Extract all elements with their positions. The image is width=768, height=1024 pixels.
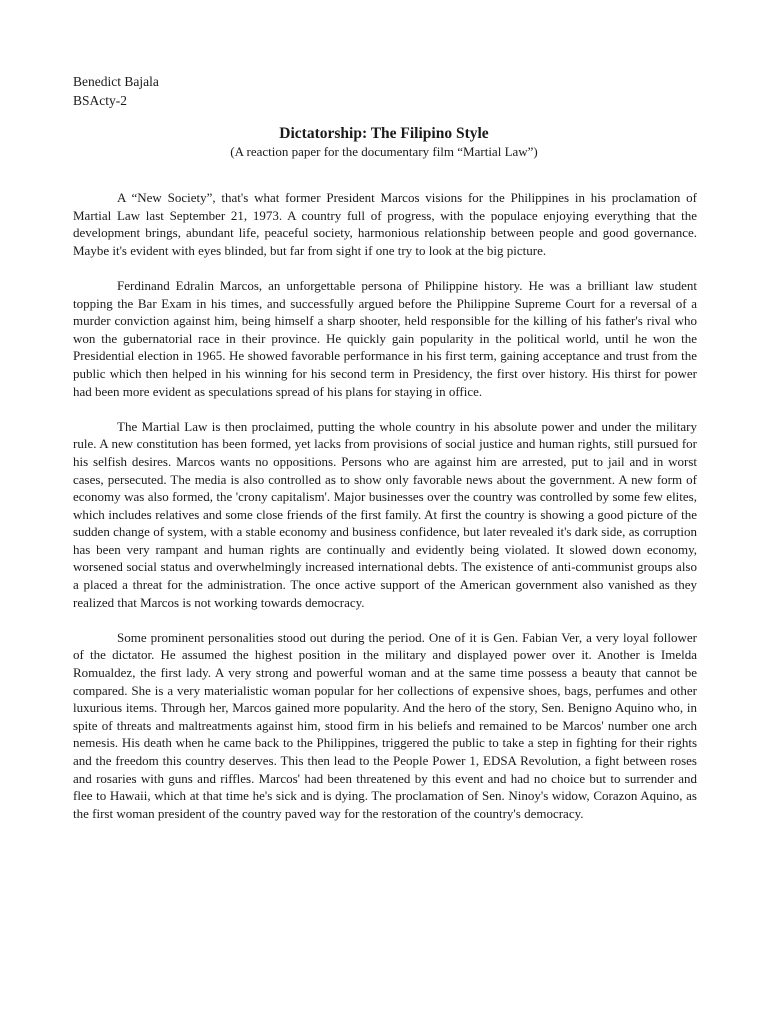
page-title: Dictatorship: The Filipino Style bbox=[279, 125, 489, 142]
paragraph-4: Some prominent personalities stood out during the period. One of it is Gen. Fabian Ver, a very loyal follower of the dictator. He assumed the highest position in the military and displayed power over it. Another is Imelda Romualdez, the first lady. A very strong and powerful woman and at the same time possess a beauty that cannot be compared. She is a very materialistic woman popular for her collections of expensive shoes, bags, perfumes and other luxurious items. Through her, Marcos gained more popularity. And the hero of the story, Sen. Benigno Aquino who, in spite of threats and maltreatments against him, stood firm in his beliefs and remained to be Marcos' number one arch nemesis. His death when he came back to the Philippines, triggered the public to take a step in fighting for their rights and the freedom this country deserves. This then lead to the People Power 1, EDSA Revolution, a fight between roses and rosaries with guns and riffles. Marcos' had been threatened by this event and had no choice but to surrender and flee to Hawaii, which at that time he's sick and is dying. The proclamation of Sen. Ninoy's widow, Corazon Aquino, as the first woman president of the country paved way for the restoration of the country's democracy. bbox=[73, 629, 697, 821]
paragraph-2: Ferdinand Edralin Marcos, an unforgettable persona of Philippine history. He was a brilliant law student topping the Bar Exam in his times, and successfully argued before the Philippine Supreme Court for a reversal of a murder conviction against him, being himself a sharp shooter, held responsible for the killing of his father's rival who won the gubernatorial race in their province. He quickly gain popularity in the political world, until he won the Presidential election in 1965. He showed favorable performance in his first term, gaining acceptance and trust from the public which then helped in his winning for his second term in Presidency, the first over history. His thirst for power had been more evident as speculations spread of his plans for staying in office. bbox=[73, 277, 697, 399]
paragraph-1: A “New Society”, that's what former President Marcos visions for the Philippines in his proclamation of Martial Law last September 21, 1973. A country full of progress, with the populace enjoying everything that the development brings, abundant life, peaceful society, harmonious relationship between people and good governance. Maybe it's evident with eyes blinded, but far from sight if one try to look at the big picture. bbox=[73, 190, 697, 258]
author-name: Benedict Bajala bbox=[73, 74, 159, 89]
author-course: BSActy-2 bbox=[73, 93, 127, 108]
author-block bbox=[73, 72, 159, 110]
body-text bbox=[73, 189, 697, 840]
paragraph-3: The Martial Law is then proclaimed, putting the whole country in his absolute power and under the military rule. A new constitution has been formed, yet lacks from provisions of social justice and human rights, still pursued for his selfish desires. Marcos wants no oppositions. Persons who are against him are arrested, put to jail and in worst cases, persecuted. The media is also controlled as to show only favorable news about the government. A new form of economy was also formed, the 'crony capitalism'. Major businesses over the country was controlled by some few elites, which includes relatives and some close friends of the first family. At first the country is showing a good picture of the sudden change of system, with a stable economy and business confidence, but later revealed it's dark side, as corruption has been very rampant and human rights are continually and evidently being violated. It slowed down economy, worsened social status and overwhelmingly increased international debts. The existence of anti-communist groups also a placed a threat for the administration. The once active support of the American government also vanished as they realized that Marcos is not working towards democracy. bbox=[73, 418, 697, 610]
page-subtitle: (A reaction paper for the documentary film “Martial Law”) bbox=[230, 144, 538, 159]
